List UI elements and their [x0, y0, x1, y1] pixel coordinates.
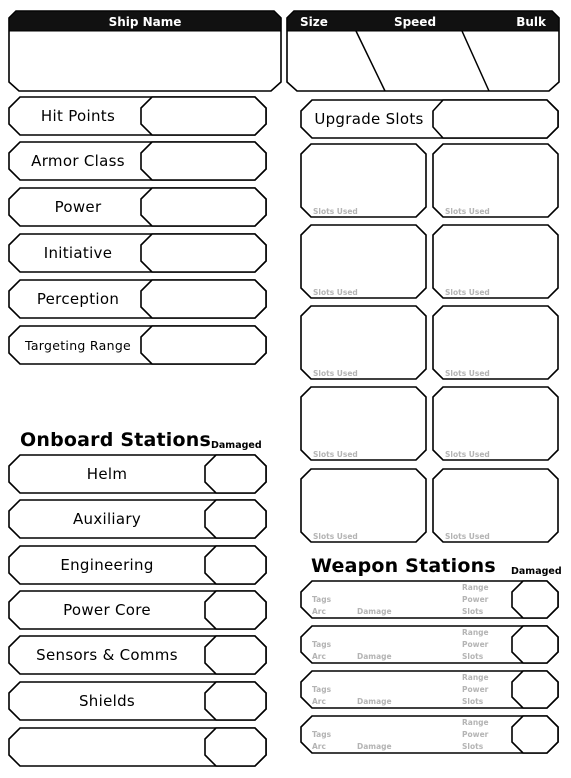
upgrade-slot-8[interactable] — [432, 386, 559, 461]
stat-power[interactable] — [8, 187, 267, 227]
ship-name-label: Ship Name — [108, 15, 182, 29]
stat-label: Perception — [36, 290, 120, 308]
speed-label: Speed — [393, 15, 437, 29]
onboard-damaged-label: Damaged — [211, 440, 262, 451]
upgrade-slot-2[interactable] — [432, 143, 559, 218]
station-label: Engineering — [60, 556, 154, 574]
weapon-stations-title: Weapon Stations — [311, 555, 496, 577]
station-power-core[interactable] — [8, 590, 267, 630]
stat-targeting-range[interactable] — [8, 325, 267, 365]
slots-used-label: Slots Used — [445, 207, 490, 216]
weapon-damage-label: Damage — [357, 652, 392, 661]
weapon-station-1[interactable] — [300, 580, 559, 619]
station-label: Auxiliary — [72, 510, 142, 528]
slots-used-label: Slots Used — [313, 450, 358, 459]
weapon-arc-label: Arc — [312, 607, 326, 616]
station-label: Helm — [86, 465, 128, 483]
weapon-power-label: Power — [462, 640, 489, 649]
stat-initiative[interactable] — [8, 233, 267, 273]
weapon-station-2[interactable] — [300, 625, 559, 664]
station-helm[interactable] — [8, 454, 267, 494]
weapon-range-label: Range — [462, 583, 489, 592]
weapon-arc-label: Arc — [312, 742, 326, 751]
station-label: Sensors & Comms — [36, 646, 178, 664]
weapon-tags-label: Tags — [312, 595, 332, 604]
weapon-slots-label: Slots — [462, 742, 484, 751]
upgrade-slots-header[interactable] — [300, 99, 559, 139]
stat-label: Targeting Range — [24, 337, 132, 353]
stat-armor-class[interactable] — [8, 141, 267, 181]
weapon-station-frame — [300, 580, 559, 619]
station-shields[interactable] — [8, 681, 267, 721]
slots-used-label: Slots Used — [445, 450, 490, 459]
station-auxiliary[interactable] — [8, 499, 267, 539]
ship-name-panel[interactable] — [8, 10, 282, 92]
slots-used-label: Slots Used — [313, 532, 358, 541]
weapon-power-label: Power — [462, 730, 489, 739]
weapon-damage-label: Damage — [357, 742, 392, 751]
upgrade-slot-4[interactable] — [432, 224, 559, 299]
upgrade-slot-3[interactable] — [300, 224, 427, 299]
slots-used-label: Slots Used — [445, 288, 490, 297]
upgrade-slots-label: Upgrade Slots — [314, 110, 424, 128]
weapon-station-4[interactable] — [300, 715, 559, 754]
weapon-tags-label: Tags — [312, 685, 332, 694]
station-label: Power Core — [63, 601, 151, 619]
stat-label: Power — [54, 198, 102, 216]
weapon-slots-label: Slots — [462, 652, 484, 661]
weapon-power-label: Power — [462, 595, 489, 604]
stat-label: Initiative — [43, 244, 113, 262]
station-label: Shields — [78, 692, 136, 710]
weapon-arc-label: Arc — [312, 697, 326, 706]
weapon-tags-label: Tags — [312, 640, 332, 649]
weapon-station-frame — [300, 715, 559, 754]
weapon-damaged-label: Damaged — [511, 566, 562, 577]
upgrade-slot-7[interactable] — [300, 386, 427, 461]
slots-used-label: Slots Used — [313, 369, 358, 378]
upgrade-slot-5[interactable] — [300, 305, 427, 380]
slots-used-label: Slots Used — [313, 207, 358, 216]
bulk-label: Bulk — [516, 15, 546, 29]
size-label: Size — [300, 15, 328, 29]
size-speed-bulk-panel[interactable] — [286, 10, 560, 92]
onboard-stations-title: Onboard Stations — [20, 429, 212, 451]
weapon-damage-label: Damage — [357, 607, 392, 616]
station-blank[interactable] — [8, 727, 267, 767]
weapon-station-frame — [300, 670, 559, 709]
weapon-tags-label: Tags — [312, 730, 332, 739]
upgrade-slot-6[interactable] — [432, 305, 559, 380]
upgrade-slot-9[interactable] — [300, 468, 427, 543]
weapon-range-label: Range — [462, 718, 489, 727]
stat-label: Hit Points — [40, 107, 116, 125]
stat-perception[interactable] — [8, 279, 267, 319]
weapon-range-label: Range — [462, 673, 489, 682]
weapon-station-3[interactable] — [300, 670, 559, 709]
stat-label: Armor Class — [31, 152, 125, 170]
station-engineering[interactable] — [8, 545, 267, 585]
weapon-range-label: Range — [462, 628, 489, 637]
slots-used-label: Slots Used — [313, 288, 358, 297]
upgrade-slot-1[interactable] — [300, 143, 427, 218]
upgrade-slot-10[interactable] — [432, 468, 559, 543]
weapon-slots-label: Slots — [462, 697, 484, 706]
weapon-slots-label: Slots — [462, 607, 484, 616]
station-label — [8, 727, 206, 767]
slots-used-label: Slots Used — [445, 369, 490, 378]
weapon-arc-label: Arc — [312, 652, 326, 661]
stat-hit-points[interactable] — [8, 96, 267, 136]
weapon-power-label: Power — [462, 685, 489, 694]
weapon-damage-label: Damage — [357, 697, 392, 706]
weapon-station-frame — [300, 625, 559, 664]
slots-used-label: Slots Used — [445, 532, 490, 541]
station-sensors-and-comms[interactable] — [8, 635, 267, 675]
